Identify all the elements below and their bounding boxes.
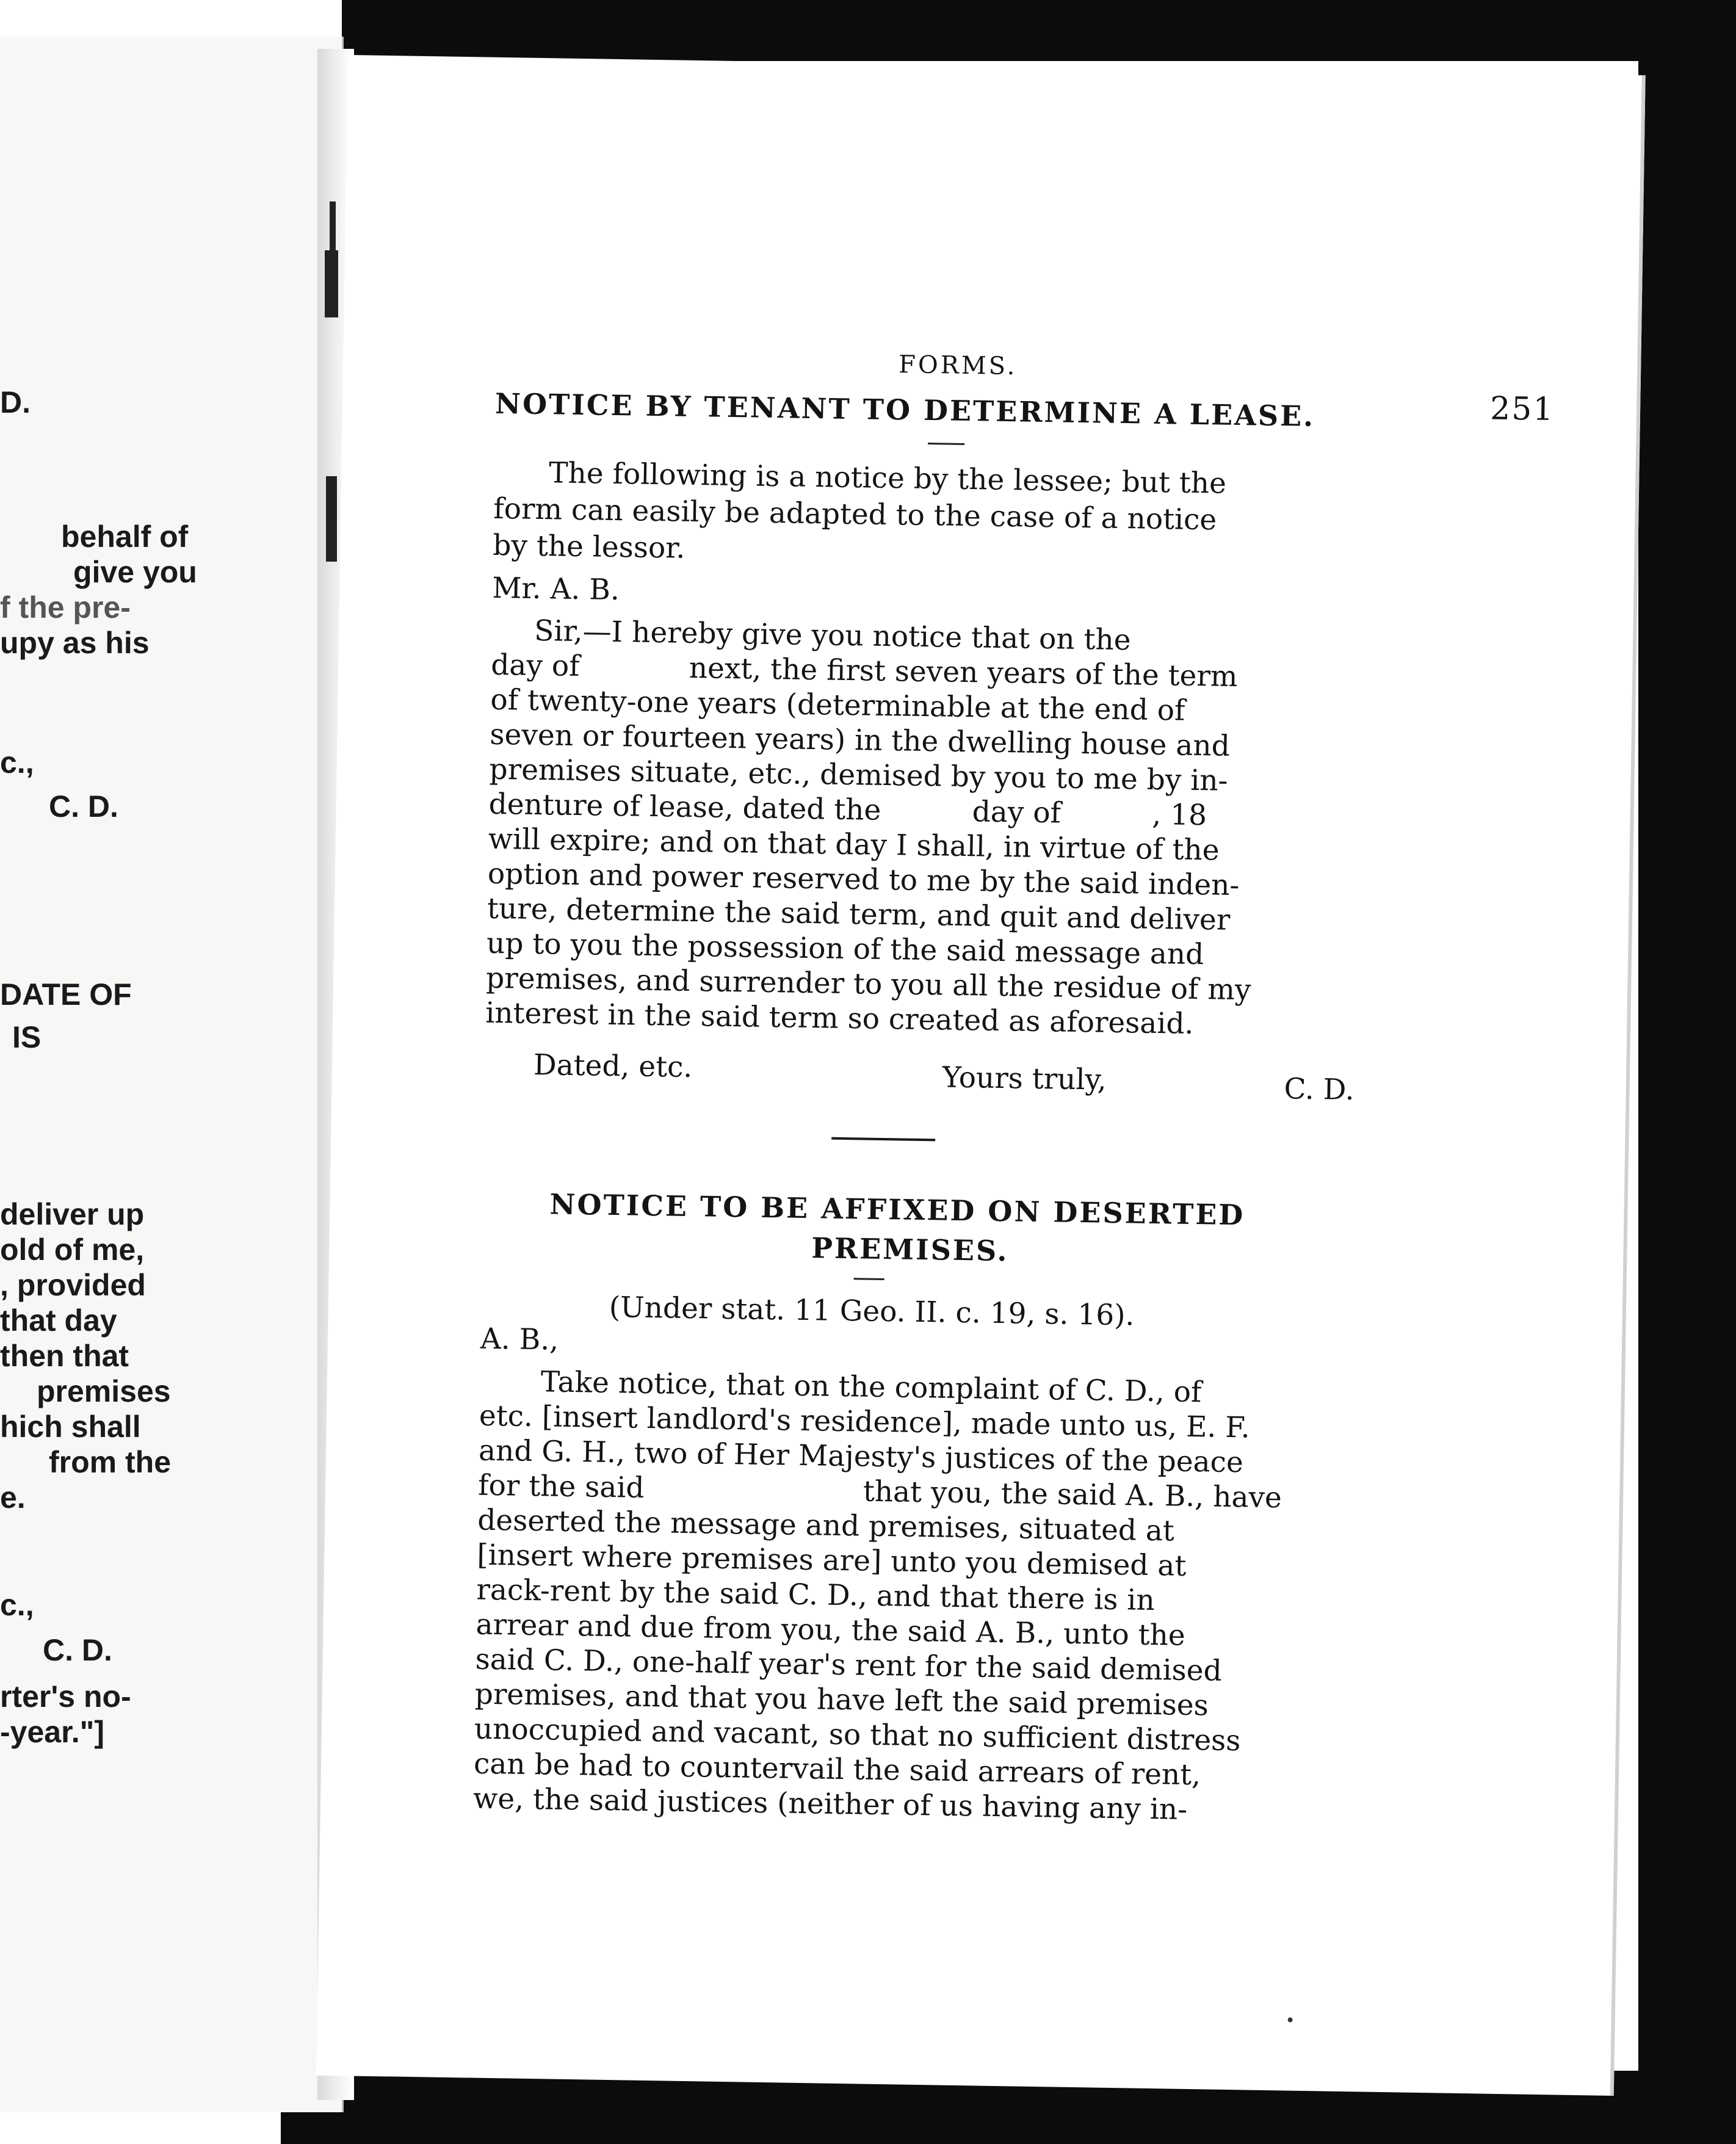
body-line: can be had to countervail the said arrears of rent, <box>473 1747 1201 1792</box>
intro-line: The following is a notice by the lessee; but the <box>548 456 1227 501</box>
left-fragment: that day <box>0 1303 117 1338</box>
body-line: rack-rent by the said C. D., and that there is in <box>476 1573 1156 1618</box>
left-fragment: -year."] <box>0 1715 105 1749</box>
signature: C. D. <box>1284 1072 1355 1107</box>
addressee: Mr. A. B. <box>491 571 620 607</box>
section-divider <box>831 1137 935 1142</box>
scan-background-top <box>342 0 1736 61</box>
body-line: arrear and due from you, the said A. B., unto the <box>476 1607 1186 1653</box>
ink-speck <box>1288 2018 1293 2023</box>
notice-body <box>485 613 1257 1043</box>
binding-mark <box>326 476 337 562</box>
left-page <box>0 37 344 2112</box>
statute-reference: (Under stat. 11 Geo. II. c. 19, s. 16). <box>609 1290 1135 1333</box>
intro-line: form can easily be adapted to the case of a notice <box>493 491 1217 537</box>
body-line: of twenty-one years (determinable at the end of <box>490 683 1185 728</box>
body-line: ture, determine the said term, and quit and deliver <box>486 891 1231 937</box>
addressee: A. B., <box>480 1322 559 1357</box>
body-line: unoccupied and vacant, so that no sufficient distress <box>474 1712 1241 1758</box>
binding-mark <box>325 250 338 317</box>
title-dash <box>854 1278 884 1280</box>
left-fragment: IS <box>12 1020 42 1054</box>
scan-background-right <box>1638 0 1736 2144</box>
dated-line: Dated, etc. <box>533 1048 693 1085</box>
left-fragment: premises <box>37 1374 171 1408</box>
body-line: etc. [insert landlord's residence], made unto us, E. F. <box>479 1399 1251 1445</box>
left-fragment: c., <box>0 1588 34 1622</box>
right-page <box>316 55 1646 2096</box>
section-intro <box>493 454 1226 576</box>
body-line: said C. D., one-half year's rent for the said demised <box>475 1642 1223 1688</box>
notice-body <box>473 1364 1284 1829</box>
left-fragment: C. D. <box>49 789 118 824</box>
section-title: NOTICE BY TENANT TO DETERMINE A LEASE. <box>494 386 1315 433</box>
body-line: Take notice, that on the complaint of C. D., of <box>540 1365 1202 1410</box>
body-line: day of next, the first seven years of the term <box>490 648 1238 694</box>
section-title-cont: PREMISES. <box>811 1231 1009 1268</box>
left-fragment: hich shall <box>0 1410 141 1444</box>
left-fragment: f the pre- <box>0 590 131 625</box>
body-line: deserted the message and premises, situated at <box>477 1503 1175 1548</box>
body-line: denture of lease, dated the day of , 18 <box>488 787 1207 833</box>
body-line: Sir,—I hereby give you notice that on the <box>533 614 1131 657</box>
page-number: 251 <box>1489 390 1555 429</box>
body-line: and G. H., two of Her Majesty's justices of the peace <box>478 1433 1244 1480</box>
left-fragment: deliver up <box>0 1197 145 1231</box>
body-line: interest in the said term so created as aforesaid. <box>485 996 1194 1041</box>
body-line: for the said that you, the said A. B., have <box>477 1468 1282 1515</box>
body-line: [insert where premises are] unto you demised at <box>476 1538 1187 1583</box>
left-fragment: e. <box>0 1480 26 1515</box>
body-line: premises situate, etc., demised by you to me by in- <box>489 752 1228 798</box>
body-line: option and power reserved to me by the said inden- <box>487 857 1240 903</box>
title-dash <box>928 443 964 445</box>
running-head: FORMS. <box>898 350 1018 381</box>
body-line: up to you the possession of the said message and <box>486 926 1204 972</box>
body-line: premises, and that you have left the said premises <box>474 1677 1209 1723</box>
left-fragment: , provided <box>0 1268 146 1302</box>
body-line: will expire; and on that day I shall, in virtue of the <box>488 822 1220 867</box>
body-line: seven or fourteen years) in the dwelling house and <box>490 717 1231 763</box>
left-fragment: from the <box>49 1445 171 1479</box>
binding-mark <box>330 201 336 256</box>
left-fragment: D. <box>0 385 31 419</box>
left-fragment: upy as his <box>0 626 150 660</box>
closing-line: Yours truly, <box>942 1060 1107 1097</box>
left-fragment: DATE OF <box>0 977 132 1012</box>
left-fragment: behalf of <box>61 520 189 554</box>
left-fragment: then that <box>0 1339 129 1373</box>
left-fragment: old of me, <box>0 1233 145 1267</box>
left-fragment: give you <box>73 555 197 589</box>
section-title: NOTICE TO BE AFFIXED ON DESERTED <box>549 1187 1245 1232</box>
body-line: we, the said justices (neither of us having any in- <box>472 1781 1188 1827</box>
body-line: premises, and surrender to you all the residue of my <box>485 961 1251 1007</box>
left-fragment: rter's no- <box>0 1679 131 1714</box>
left-fragment: c., <box>0 745 34 780</box>
left-fragment: C. D. <box>43 1633 112 1667</box>
intro-line: by the lessor. <box>492 528 685 565</box>
